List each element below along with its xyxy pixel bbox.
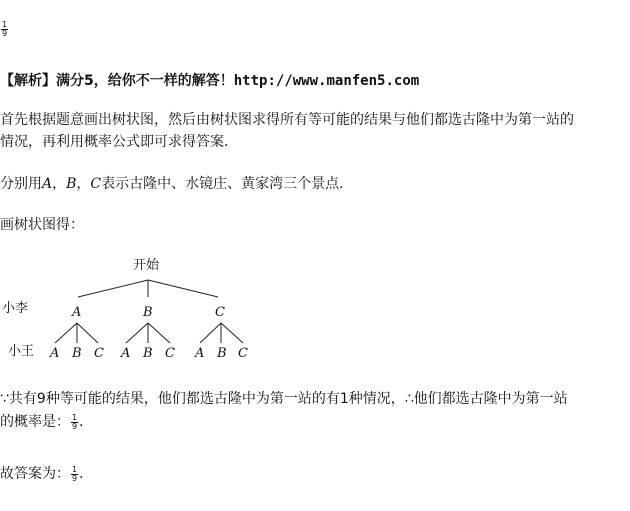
- header-score-text: 满分5，给你不一样的解答！: [56, 73, 234, 89]
- conclusion-line2-suffix: ．: [79, 414, 94, 430]
- answer-top-denominator: 9: [2, 28, 8, 38]
- final-suffix: ．: [79, 466, 94, 482]
- final-numerator: 1: [72, 464, 78, 474]
- conclusion-denominator: 9: [72, 421, 78, 431]
- conclusion-line1: ∵共有9种等可能的结果，他们都选古隆中为第一站的有1种情况，∴他们都选古隆中为第一站: [0, 391, 568, 407]
- para1-line2: 情况，再利用概率公式即可求得答案．: [0, 134, 238, 150]
- tree-level1-a: A: [72, 305, 82, 320]
- tree-level2-c-a: A: [195, 346, 205, 361]
- tree-edge-b-a: [126, 323, 148, 343]
- para2-var-b: B: [66, 176, 77, 192]
- tree-level2-c-c: C: [238, 346, 248, 361]
- final-prefix: 故答案为：: [0, 466, 70, 482]
- tree-level2-b-b: B: [143, 346, 153, 361]
- para2-prefix: 分别用: [0, 176, 42, 192]
- para2-suffix: 表示古隆中、水镜庄、黄家湾三个景点．: [101, 176, 354, 192]
- para3-line: 画树状图得：: [0, 217, 84, 233]
- final-answer-line: [0, 465, 93, 483]
- tree-root-label: 开始: [133, 258, 160, 273]
- tree-row2-label: 小王: [8, 344, 35, 359]
- tree-edge-c-a: [200, 323, 221, 343]
- tree-edge-root-c: [148, 280, 218, 297]
- tree-row1-label: 小李: [2, 301, 29, 316]
- final-fraction: [71, 466, 78, 483]
- final-denominator: 9: [72, 473, 78, 483]
- tree-edge-a-c: [77, 323, 98, 343]
- tree-edge-a-a: [55, 323, 77, 343]
- tree-level1-b: B: [143, 305, 153, 320]
- tree-level2-b-a: A: [121, 346, 131, 361]
- answer-top-numerator: 1: [2, 19, 8, 29]
- conclusion-line2: [0, 413, 93, 431]
- tree-level1-c: C: [215, 305, 225, 320]
- tree-level2-a-c: C: [94, 346, 104, 361]
- header-bracket-title: 【解析】: [0, 73, 56, 89]
- header-url-link[interactable]: http://www.manfen5.com: [233, 73, 420, 89]
- tree-edge-b-c: [148, 323, 170, 343]
- tree-edge-c-c: [221, 323, 243, 343]
- conclusion-numerator: 1: [72, 412, 78, 422]
- para2-var-c: C: [90, 176, 102, 192]
- conclusion-line2-prefix: 的概率是：: [0, 414, 70, 430]
- tree-level2-a-b: B: [72, 346, 82, 361]
- para1-line1: 首先根据题意画出树状图，然后由树状图求得所有等可能的结果与他们都选古隆中为第一站的: [0, 112, 574, 128]
- para2-sep1: ，: [52, 176, 67, 192]
- tree-level2-c-b: B: [217, 346, 227, 361]
- tree-level2-b-c: C: [165, 346, 175, 361]
- para2-var-a: A: [42, 176, 53, 192]
- tree-edge-root-a: [78, 280, 148, 297]
- tree-level2-a-a: A: [50, 346, 60, 361]
- para2-sep2: ，: [76, 176, 91, 192]
- conclusion-fraction: [71, 414, 78, 431]
